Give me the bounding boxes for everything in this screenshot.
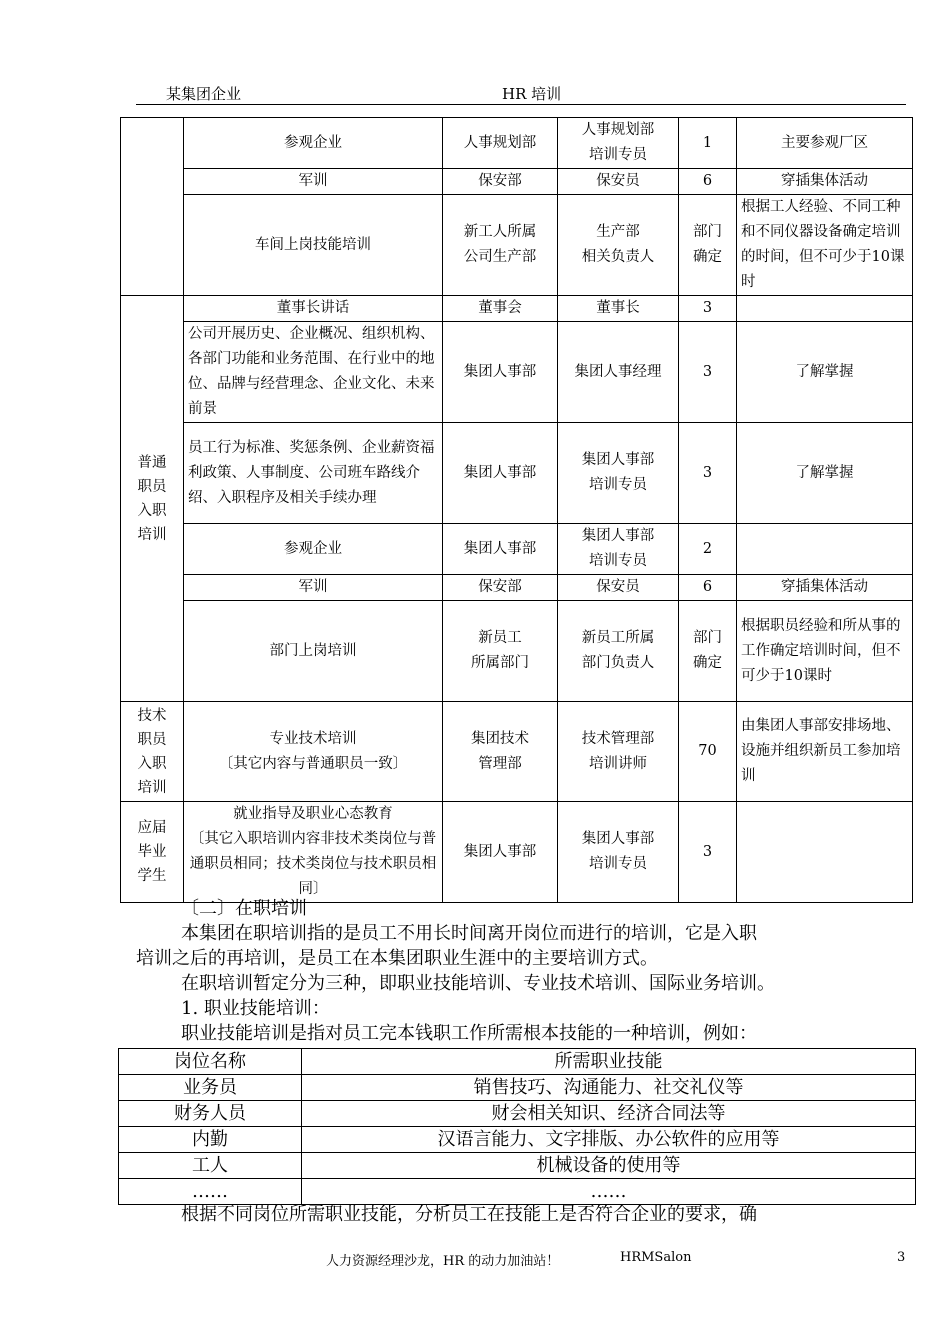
- table-row: [121, 423, 913, 524]
- paragraph: 职业技能培训是指对员工完本钱职工作所需根本技能的一种培训，例如：: [181, 1023, 757, 1044]
- remark-cell: [737, 296, 913, 322]
- table-row: [121, 195, 913, 296]
- hours-cell: 3: [679, 296, 737, 322]
- skills-table: [118, 1048, 916, 1205]
- content-cell: 部门上岗培训: [184, 601, 443, 702]
- hours-cell: 6: [679, 575, 737, 601]
- group-cell: 应届 毕业 学生: [121, 802, 184, 903]
- table-row: [121, 118, 913, 169]
- remark-cell: 由集团人事部安排场地、设施并组织新员工参加培训: [737, 702, 913, 802]
- position-cell: 财务人员: [119, 1101, 302, 1127]
- department-cell: 保安部: [443, 575, 558, 601]
- skills-cell: 财会相关知识、经济合同法等: [302, 1101, 916, 1127]
- skills-cell: 销售技巧、沟通能力、社交礼仪等: [302, 1075, 916, 1101]
- remark-cell: 主要参观厂区: [737, 118, 913, 169]
- footer-brand: HRMSalon: [620, 1250, 692, 1265]
- page-header: [136, 82, 906, 105]
- content-cell: 军训: [184, 169, 443, 195]
- table-header-row: [119, 1049, 916, 1075]
- skills-cell: 汉语言能力、文字排版、办公软件的应用等: [302, 1127, 916, 1153]
- table-row: [119, 1153, 916, 1179]
- footer-slogan: 人力资源经理沙龙，HR 的动力加油站！: [326, 1254, 560, 1269]
- table-row: [119, 1127, 916, 1153]
- table-row: [121, 296, 913, 322]
- responsible-cell: 董事长: [558, 296, 679, 322]
- responsible-cell: 集团人事经理: [558, 322, 679, 423]
- responsible-cell: 生产部 相关负责人: [558, 195, 679, 296]
- hours-cell: 3: [679, 322, 737, 423]
- position-cell: 内勤: [119, 1127, 302, 1153]
- department-cell: 集团技术 管理部: [443, 702, 558, 802]
- department-cell: 集团人事部: [443, 423, 558, 524]
- hours-cell: 1: [679, 118, 737, 169]
- table-row: [119, 1179, 916, 1205]
- position-cell: 工人: [119, 1153, 302, 1179]
- department-cell: 集团人事部: [443, 524, 558, 575]
- department-cell: 集团人事部: [443, 322, 558, 423]
- department-cell: 人事规划部: [443, 118, 558, 169]
- department-cell: 保安部: [443, 169, 558, 195]
- paragraph-line: 培训之后的再培训，是员工在本集团职业生涯中的主要培训方式。: [136, 948, 658, 969]
- remark-cell: [737, 524, 913, 575]
- hours-cell: 70: [679, 702, 737, 802]
- hours-cell: 3: [679, 802, 737, 903]
- content-cell: 员工行为标准、奖惩条例、企业薪资福利政策、人事制度、公司班车路线介绍、入职程序及相关手续办理: [184, 423, 443, 524]
- table-row: [121, 169, 913, 195]
- group-cell: [121, 118, 184, 296]
- responsible-cell: 人事规划部 培训专员: [558, 118, 679, 169]
- hours-cell: 3: [679, 423, 737, 524]
- remark-cell: 根据职员经验和所从事的工作确定培训时间，但不可少于10课时: [737, 601, 913, 702]
- table-row: [119, 1101, 916, 1127]
- table-row: [121, 702, 913, 802]
- header-cell: 所需职业技能: [302, 1049, 916, 1075]
- responsible-cell: 集团人事部 培训专员: [558, 423, 679, 524]
- hours-cell: 6: [679, 169, 737, 195]
- table-row: [121, 802, 913, 903]
- hours-cell: 部门 确定: [679, 601, 737, 702]
- paragraph: 根据不同岗位所需职业技能，分析员工在技能上是否符合企业的要求，确: [181, 1204, 757, 1225]
- responsible-cell: 集团人事部 培训专员: [558, 524, 679, 575]
- responsible-cell: 保安员: [558, 575, 679, 601]
- table-row: [121, 524, 913, 575]
- table-row: [121, 575, 913, 601]
- content-cell: 董事长讲话: [184, 296, 443, 322]
- remark-cell: 了解掌握: [737, 322, 913, 423]
- responsible-cell: 新员工所属 部门负责人: [558, 601, 679, 702]
- header-cell: 岗位名称: [119, 1049, 302, 1075]
- content-cell: 军训: [184, 575, 443, 601]
- content-cell: 专业技术培训 〔其它内容与普通职员一致〕: [184, 702, 443, 802]
- group-cell: 技术 职员 入职 培训: [121, 702, 184, 802]
- position-cell: 业务员: [119, 1075, 302, 1101]
- section-title: 〔二〕在职培训: [181, 898, 307, 919]
- paragraph-line: 本集团在职培训指的是员工不用长时间离开岗位而进行的培训，它是入职: [181, 923, 757, 944]
- remark-cell: [737, 802, 913, 903]
- department-cell: 新工人所属 公司生产部: [443, 195, 558, 296]
- table-row: [121, 601, 913, 702]
- department-cell: 集团人事部: [443, 802, 558, 903]
- content-cell: 参观企业: [184, 118, 443, 169]
- group-cell: 普通 职员 入职 培训: [121, 296, 184, 702]
- content-cell: 就业指导及职业心态教育 〔其它入职培训内容非技术类岗位与普通职员相同；技术类岗位与技术职员相同〕: [184, 802, 443, 903]
- position-cell: ……: [119, 1179, 302, 1205]
- subheading: 1. 职业技能培训：: [181, 998, 330, 1019]
- skills-cell: ……: [302, 1179, 916, 1205]
- responsible-cell: 保安员: [558, 169, 679, 195]
- header-company: 某集团企业: [166, 85, 242, 103]
- skills-cell: 机械设备的使用等: [302, 1153, 916, 1179]
- content-cell: 参观企业: [184, 524, 443, 575]
- remark-cell: 了解掌握: [737, 423, 913, 524]
- department-cell: 董事会: [443, 296, 558, 322]
- training-schedule-table: [120, 117, 913, 903]
- content-cell: 公司开展历史、企业概况、组织机构、各部门功能和业务范围、在行业中的地位、品牌与经营理念、企业文化、未来前景: [184, 322, 443, 423]
- content-cell: 车间上岗技能培训: [184, 195, 443, 296]
- responsible-cell: 集团人事部 培训专员: [558, 802, 679, 903]
- header-topic: HR 培训: [502, 85, 562, 103]
- table-row: [121, 322, 913, 423]
- remark-cell: 穿插集体活动: [737, 169, 913, 195]
- hours-cell: 2: [679, 524, 737, 575]
- page-number: 3: [897, 1250, 906, 1265]
- paragraph: 在职培训暂定分为三种，即职业技能培训、专业技术培训、国际业务培训。: [181, 973, 775, 994]
- remark-cell: 根据工人经验、不同工种和不同仪器设备确定培训的时间，但不可少于10课时: [737, 195, 913, 296]
- responsible-cell: 技术管理部 培训讲师: [558, 702, 679, 802]
- table-row: [119, 1075, 916, 1101]
- hours-cell: 部门 确定: [679, 195, 737, 296]
- department-cell: 新员工 所属部门: [443, 601, 558, 702]
- remark-cell: 穿插集体活动: [737, 575, 913, 601]
